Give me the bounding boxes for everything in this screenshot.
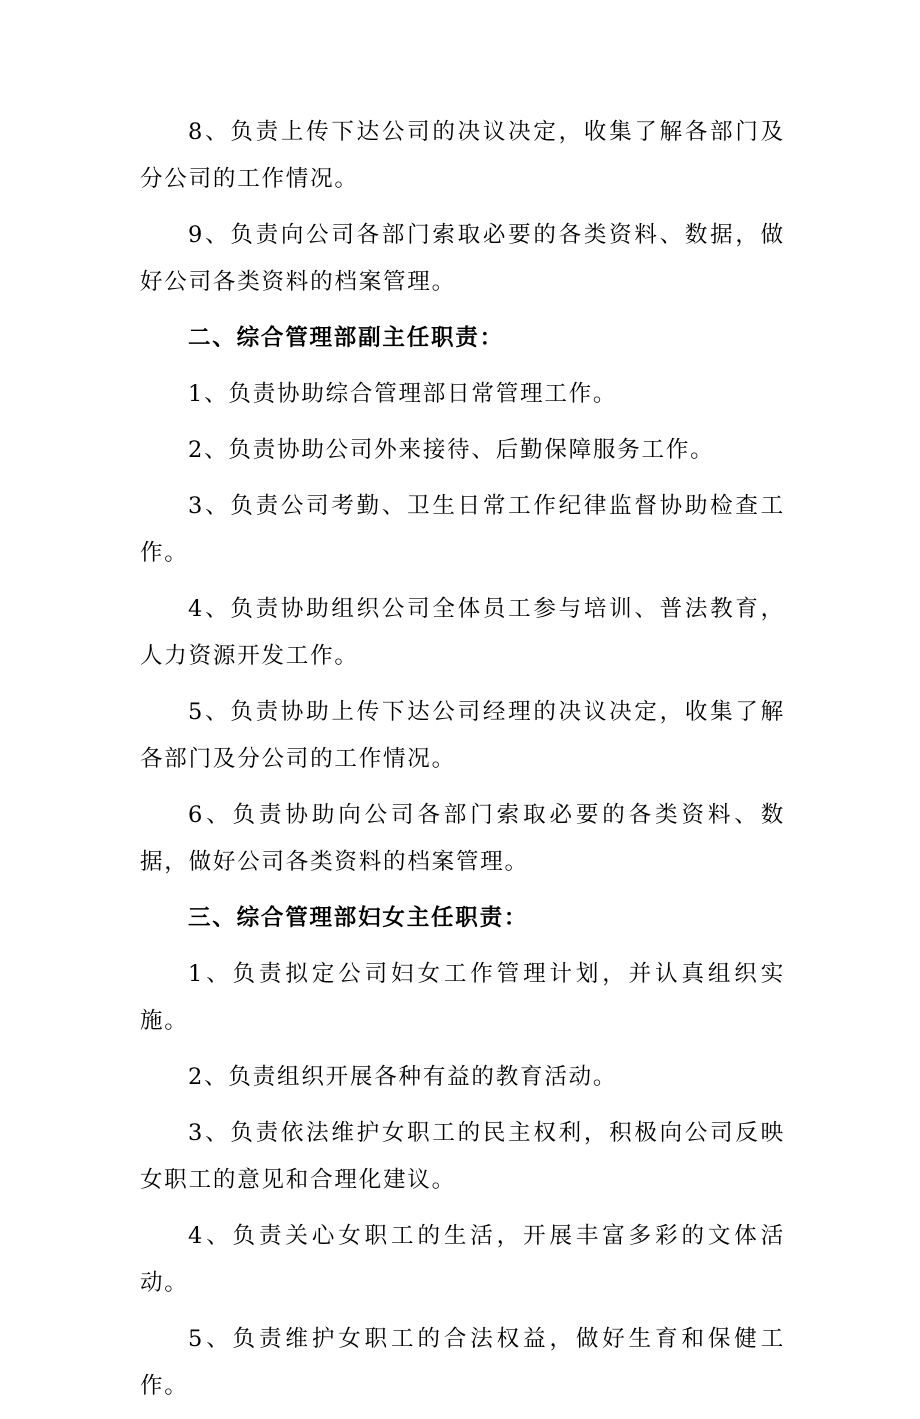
paragraph-item: 3、负责公司考勤、卫生日常工作纪律监督协助检查工作。 <box>140 493 785 566</box>
paragraph-item: 4、负责协助组织公司全体员工参与培训、普法教育，人力资源开发工作。 <box>140 596 785 669</box>
paragraph-item: 2、负责协助公司外来接待、后勤保障服务工作。 <box>188 437 715 463</box>
paragraph-item: 5、负责协助上传下达公司经理的决议决定，收集了解各部门及分公司的工作情况。 <box>140 699 785 772</box>
paragraph-item: 1、负责拟定公司妇女工作管理计划，并认真组织实施。 <box>140 961 785 1034</box>
paragraph-item: 5、负责维护女职工的合法权益，做好生育和保健工作。 <box>140 1326 785 1399</box>
section-heading-women-director: 三、综合管理部妇女主任职责： <box>188 905 529 931</box>
paragraph-item: 2、负责组织开展各种有益的教育活动。 <box>188 1064 618 1090</box>
paragraph-item: 3、负责依法维护女职工的民主权利，积极向公司反映女职工的意见和合理化建议。 <box>140 1120 785 1193</box>
paragraph-item-9: 9、负责向公司各部门索取必要的各类资料、数据，做好公司各类资料的档案管理。 <box>140 222 785 295</box>
paragraph-item: 6、负责协助向公司各部门索取必要的各类资料、数据，做好公司各类资料的档案管理。 <box>140 802 785 875</box>
section-heading-deputy-director: 二、综合管理部副主任职责： <box>188 325 504 351</box>
paragraph-item-8: 8、负责上传下达公司的决议决定，收集了解各部门及分公司的工作情况。 <box>140 119 785 192</box>
paragraph-item: 4、负责关心女职工的生活，开展丰富多彩的文体活动。 <box>140 1223 785 1296</box>
paragraph-item: 1、负责协助综合管理部日常管理工作。 <box>188 381 618 407</box>
document-body <box>140 109 785 1419</box>
